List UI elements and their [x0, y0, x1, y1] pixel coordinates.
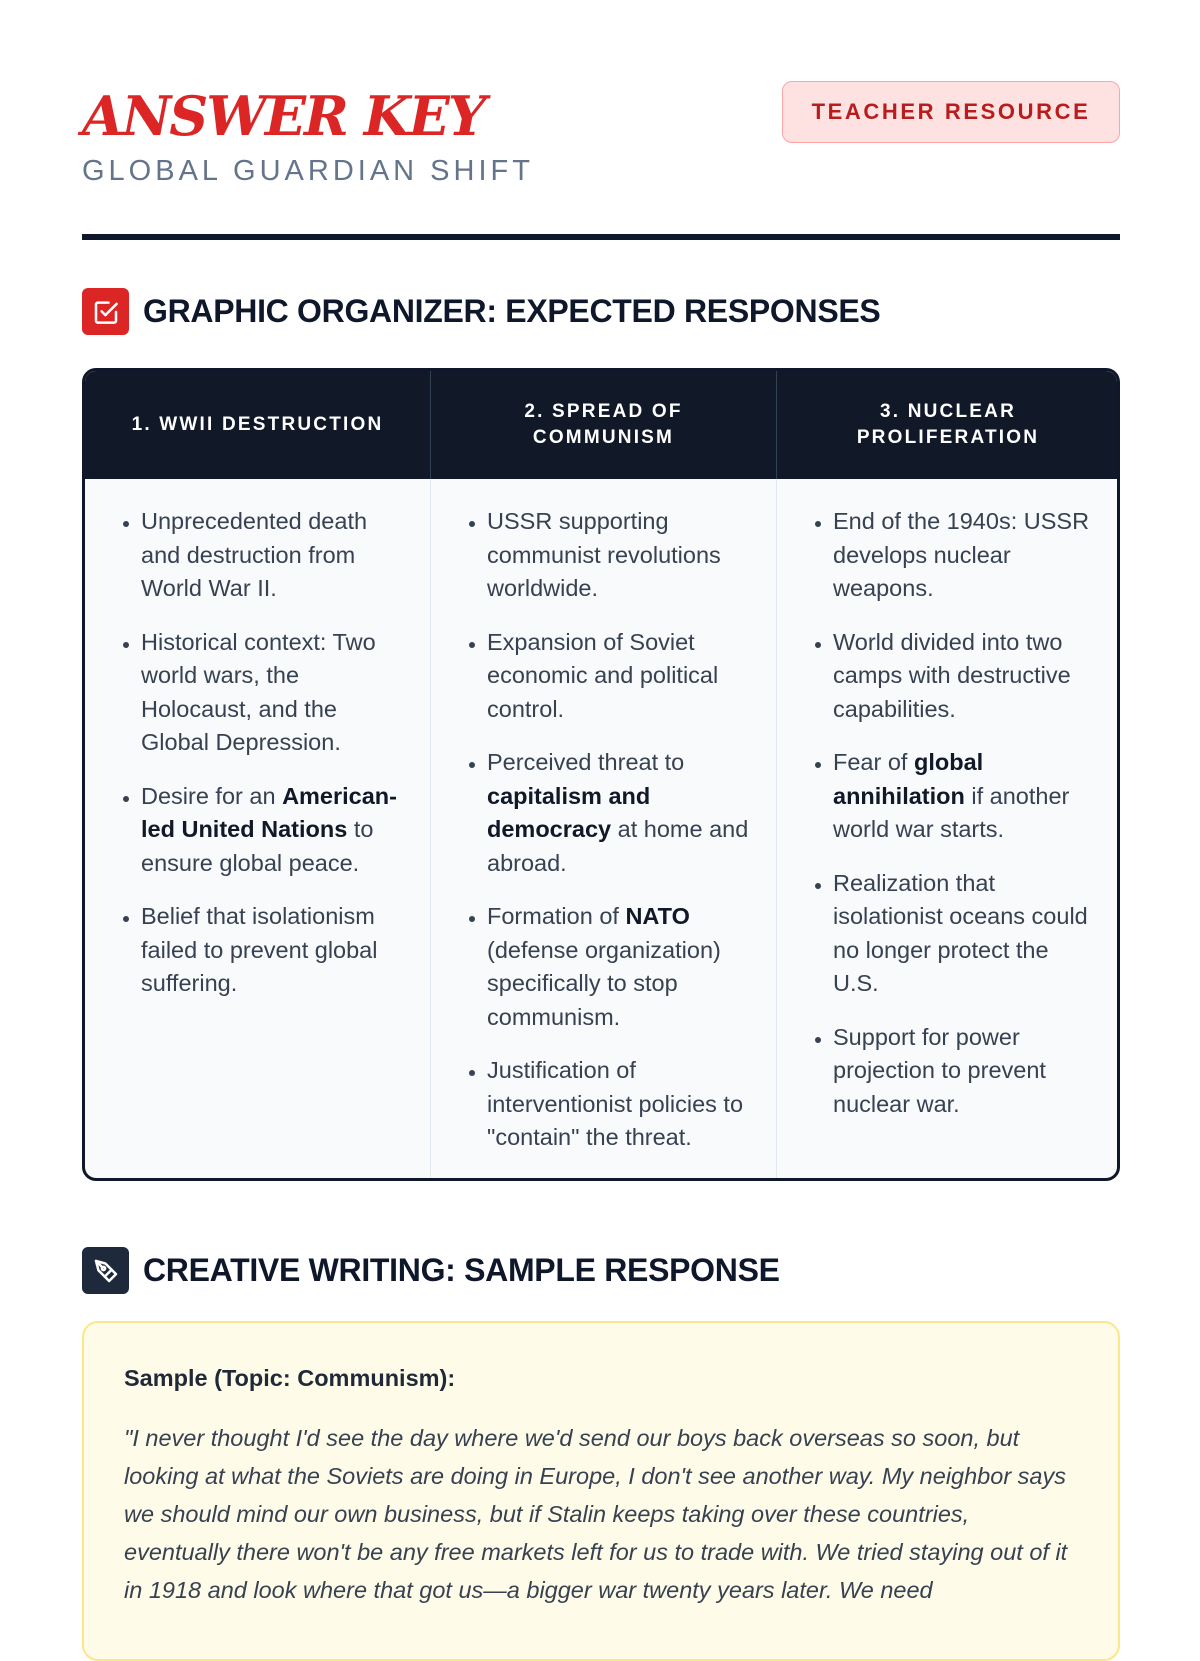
item-text: Desire for an — [141, 782, 283, 809]
answer-key-page — [82, 0, 1120, 1603]
organizer-section-heading — [82, 288, 880, 335]
item-text: (defense organization) specifically to stop communism. — [487, 936, 721, 1030]
response-list — [85, 479, 430, 1001]
response-item — [141, 505, 408, 606]
response-item — [141, 626, 408, 760]
item-text: USSR supporting communist revolutions worldwide. — [487, 508, 721, 601]
sample-label: Sample (Topic: Communism): — [124, 1365, 456, 1391]
item-text: Formation of — [487, 903, 626, 929]
organizer-column — [85, 371, 430, 1178]
checkbox-icon — [82, 288, 129, 335]
item-emphasis: global annihilation — [833, 749, 984, 809]
item-text: Realization that isolationist oceans could no longer protect the U.S. — [833, 869, 1088, 996]
sample-response-text: "I never thought I'd see the day where we'd send our boys back overseas so soon, but looking at what the Soviets are doing in Europe, I don't see another way. My neighbor says we should mind our own business, but if Stalin keeps taking over these countries, eventually there won't be any free markets left for us to trade with. We tried staying out of it in 1918 and look where that got us—a bigger war twenty years later. We need — [124, 1425, 1068, 1603]
response-item — [833, 505, 1097, 606]
writing-section-heading — [82, 1247, 780, 1294]
response-list — [777, 479, 1119, 1121]
organizer-column — [776, 371, 1119, 1178]
graphic-organizer-table — [82, 368, 1120, 1181]
item-text: Fear of — [833, 749, 914, 775]
response-item — [487, 1054, 754, 1155]
writing-section-title: CREATIVE WRITING: SAMPLE RESPONSE — [143, 1252, 780, 1288]
item-text: if another world war starts. — [833, 782, 1070, 842]
pen-nib-icon — [82, 1247, 129, 1294]
response-item — [487, 746, 754, 880]
organizer-column — [430, 371, 776, 1178]
item-emphasis: capitalism and democracy — [487, 782, 651, 842]
response-item — [487, 900, 754, 1034]
item-text: Historical context: Two world wars, the Holocaust, and the Global Depression. — [141, 628, 376, 755]
response-item — [487, 505, 754, 606]
item-text: Unprecedented death and destruction from World War II. — [141, 508, 368, 601]
column-heading: 2. SPREAD OF COMMUNISM — [430, 371, 776, 479]
organizer-section-title: GRAPHIC ORGANIZER: EXPECTED RESPONSES — [143, 293, 881, 329]
response-item — [833, 1021, 1097, 1122]
response-item — [833, 746, 1097, 847]
response-item — [141, 900, 408, 1001]
item-emphasis: American-led United Nations — [141, 782, 397, 842]
column-heading: 3. NUCLEAR PROLIFERATION — [776, 371, 1119, 479]
response-item — [833, 867, 1097, 1001]
response-item — [487, 626, 754, 727]
column-heading: 1. WWII DESTRUCTION — [85, 371, 430, 479]
page-subtitle: GLOBAL GUARDIAN SHIFT — [82, 155, 534, 187]
item-text: End of the 1940s: USSR develops nuclear weapons. — [833, 508, 1090, 601]
item-text: Perceived threat to — [487, 749, 685, 775]
page-header — [82, 0, 1120, 245]
response-list — [431, 479, 776, 1155]
item-text: Support for power projection to prevent nuclear war. — [833, 1023, 1046, 1117]
response-item — [833, 626, 1097, 727]
item-text: to ensure global peace. — [141, 816, 374, 876]
item-text: Expansion of Soviet economic and political control. — [487, 628, 719, 722]
sample-response-box — [82, 1321, 1120, 1661]
item-text: Belief that isolationism failed to prevent global suffering. — [141, 903, 378, 996]
item-emphasis: NATO — [625, 903, 690, 929]
item-text: at home and abroad. — [487, 816, 749, 876]
response-item — [141, 780, 408, 881]
header-divider — [82, 234, 1120, 240]
item-text: Justification of interventionist policies to "contain" the threat. — [487, 1057, 744, 1150]
teacher-resource-badge: TEACHER RESOURCE — [782, 81, 1120, 143]
item-text: World divided into two camps with destructive capabilities. — [833, 628, 1071, 722]
page-title: ANSWER KEY — [82, 84, 485, 148]
